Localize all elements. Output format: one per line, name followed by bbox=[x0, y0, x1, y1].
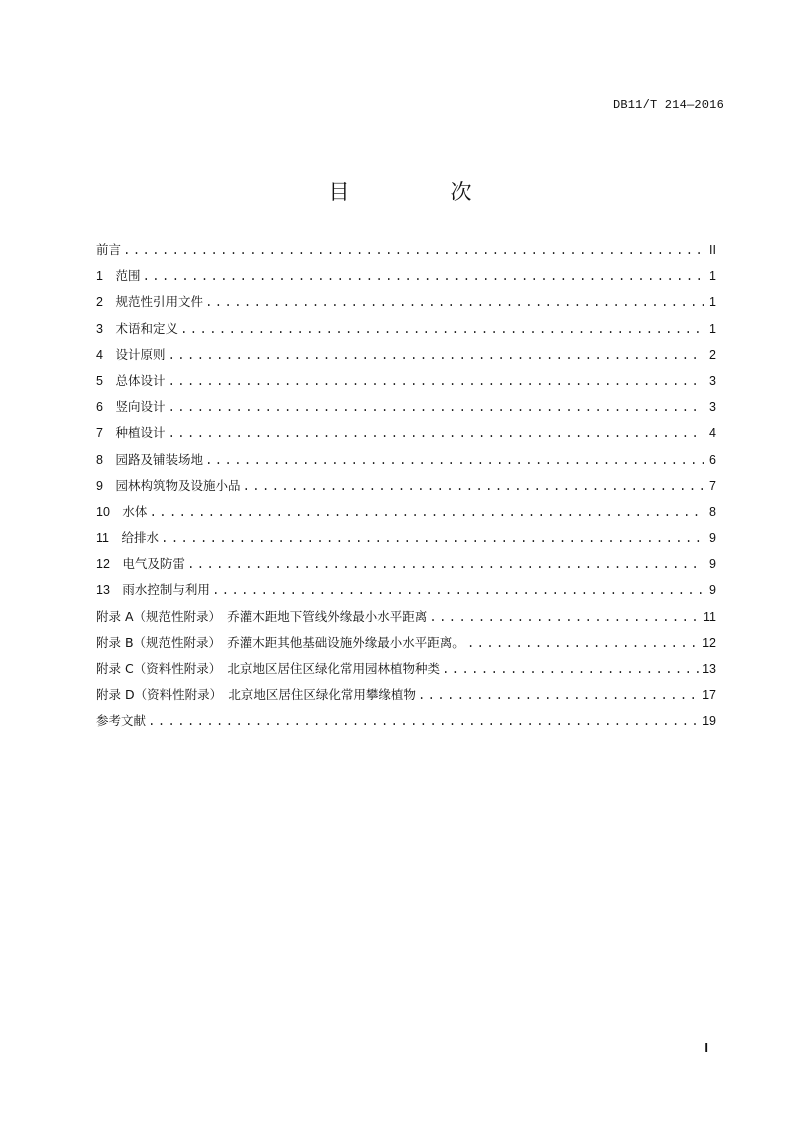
toc-leader-dots bbox=[418, 689, 700, 703]
toc-entry-label: 附录 A（规范性附录） 乔灌木距地下管线外缘最小水平距离 bbox=[96, 608, 428, 624]
toc-entry-label: 附录 C（资料性附录） 北京地区居住区绿化常用园林植物种类 bbox=[96, 661, 440, 676]
toc-leader-dots bbox=[167, 427, 704, 441]
toc-entry-4[interactable] bbox=[96, 345, 716, 371]
toc-entry-8[interactable] bbox=[96, 450, 716, 476]
toc-entry-page: 9 bbox=[709, 531, 716, 546]
toc-entry-6[interactable] bbox=[96, 397, 716, 423]
toc-entry-label: 8 园路及铺装场地 bbox=[96, 451, 203, 467]
toc-entry-page: 4 bbox=[709, 426, 716, 441]
toc-entry-label: 9 园林构筑物及设施小品 bbox=[96, 477, 241, 493]
toc-entry-page: 9 bbox=[709, 583, 716, 598]
page-number: I bbox=[704, 1040, 708, 1055]
toc-entry-page: 12 bbox=[702, 635, 716, 650]
toc-leader-dots bbox=[467, 637, 700, 651]
toc-entry-label: 6 竖向设计 bbox=[96, 399, 166, 415]
toc-entry-9[interactable] bbox=[96, 476, 716, 502]
toc-entry-label: 参考文献 bbox=[96, 713, 147, 729]
toc-entry-page: II bbox=[709, 243, 716, 257]
toc-entry-label: 4 设计原则 bbox=[96, 346, 166, 362]
toc-entry-label: 前言 bbox=[96, 242, 122, 257]
toc-entry-page: 1 bbox=[709, 321, 716, 336]
toc-entry-5[interactable] bbox=[96, 371, 716, 397]
toc-leader-dots bbox=[123, 244, 704, 258]
toc-entry-page: 7 bbox=[709, 478, 716, 493]
toc-leader-dots bbox=[167, 349, 704, 363]
toc-entry-label: 附录 D（资料性附录） 北京地区居住区绿化常用攀缘植物 bbox=[96, 687, 416, 703]
toc-leader-dots bbox=[167, 401, 704, 415]
toc-entry-page: 13 bbox=[702, 662, 716, 676]
toc-entry-3[interactable] bbox=[96, 319, 716, 345]
toc-entry-1[interactable] bbox=[96, 266, 716, 292]
toc-entry-page: 3 bbox=[709, 400, 716, 415]
toc-entry-page: 11 bbox=[703, 609, 716, 624]
toc-entry-appendix-a[interactable] bbox=[96, 607, 716, 633]
table-of-contents bbox=[96, 240, 716, 738]
toc-entry-7[interactable] bbox=[96, 423, 716, 449]
toc-entry-page: 8 bbox=[709, 504, 716, 519]
toc-entry-page: 1 bbox=[709, 269, 716, 284]
toc-leader-dots bbox=[187, 558, 704, 572]
toc-entry-page: 6 bbox=[709, 452, 716, 467]
toc-leader-dots bbox=[180, 323, 704, 337]
toc-leader-dots bbox=[149, 506, 704, 520]
toc-entry-10[interactable] bbox=[96, 502, 716, 528]
toc-entry-appendix-c[interactable] bbox=[96, 659, 716, 685]
toc-entry-page: 1 bbox=[709, 295, 716, 310]
toc-entry-label: 3 术语和定义 bbox=[96, 320, 178, 336]
toc-leader-dots bbox=[148, 715, 700, 729]
toc-entry-foreword[interactable] bbox=[96, 240, 716, 266]
toc-entry-appendix-d[interactable] bbox=[96, 685, 716, 711]
toc-entry-label: 11 给排水 bbox=[96, 530, 160, 546]
toc-entry-label: 5 总体设计 bbox=[96, 372, 166, 388]
toc-leader-dots bbox=[205, 454, 704, 468]
toc-leader-dots bbox=[205, 296, 704, 310]
toc-entry-page: 9 bbox=[709, 557, 716, 572]
toc-leader-dots bbox=[167, 375, 704, 389]
toc-entry-page: 17 bbox=[702, 688, 716, 703]
toc-entry-appendix-b[interactable] bbox=[96, 633, 716, 659]
toc-entry-11[interactable] bbox=[96, 528, 716, 554]
toc-leader-dots bbox=[429, 611, 701, 625]
toc-leader-dots bbox=[242, 480, 704, 494]
toc-leader-dots bbox=[442, 663, 700, 677]
toc-leader-dots bbox=[212, 584, 704, 598]
toc-entry-label: 13 雨水控制与利用 bbox=[96, 582, 210, 598]
document-code: DB11/T 214—2016 bbox=[612, 98, 724, 112]
toc-leader-dots bbox=[142, 270, 704, 284]
toc-entry-references[interactable] bbox=[96, 711, 716, 737]
toc-entry-label: 12 电气及防雷 bbox=[96, 556, 185, 572]
toc-entry-label: 附录 B（规范性附录） 乔灌木距其他基础设施外缘最小水平距离。 bbox=[96, 634, 465, 650]
toc-entry-label: 1 范围 bbox=[96, 268, 141, 284]
toc-entry-label: 2 规范性引用文件 bbox=[96, 294, 203, 310]
toc-entry-2[interactable] bbox=[96, 292, 716, 318]
toc-entry-page: 2 bbox=[709, 347, 716, 362]
toc-entry-12[interactable] bbox=[96, 554, 716, 580]
toc-leader-dots bbox=[161, 532, 704, 546]
toc-entry-label: 7 种植设计 bbox=[96, 425, 166, 441]
page-title: 目 次 bbox=[328, 180, 512, 204]
toc-entry-13[interactable] bbox=[96, 580, 716, 606]
toc-entry-page: 3 bbox=[709, 373, 716, 388]
toc-entry-page: 19 bbox=[702, 714, 716, 729]
toc-entry-label: 10 水体 bbox=[96, 503, 148, 519]
